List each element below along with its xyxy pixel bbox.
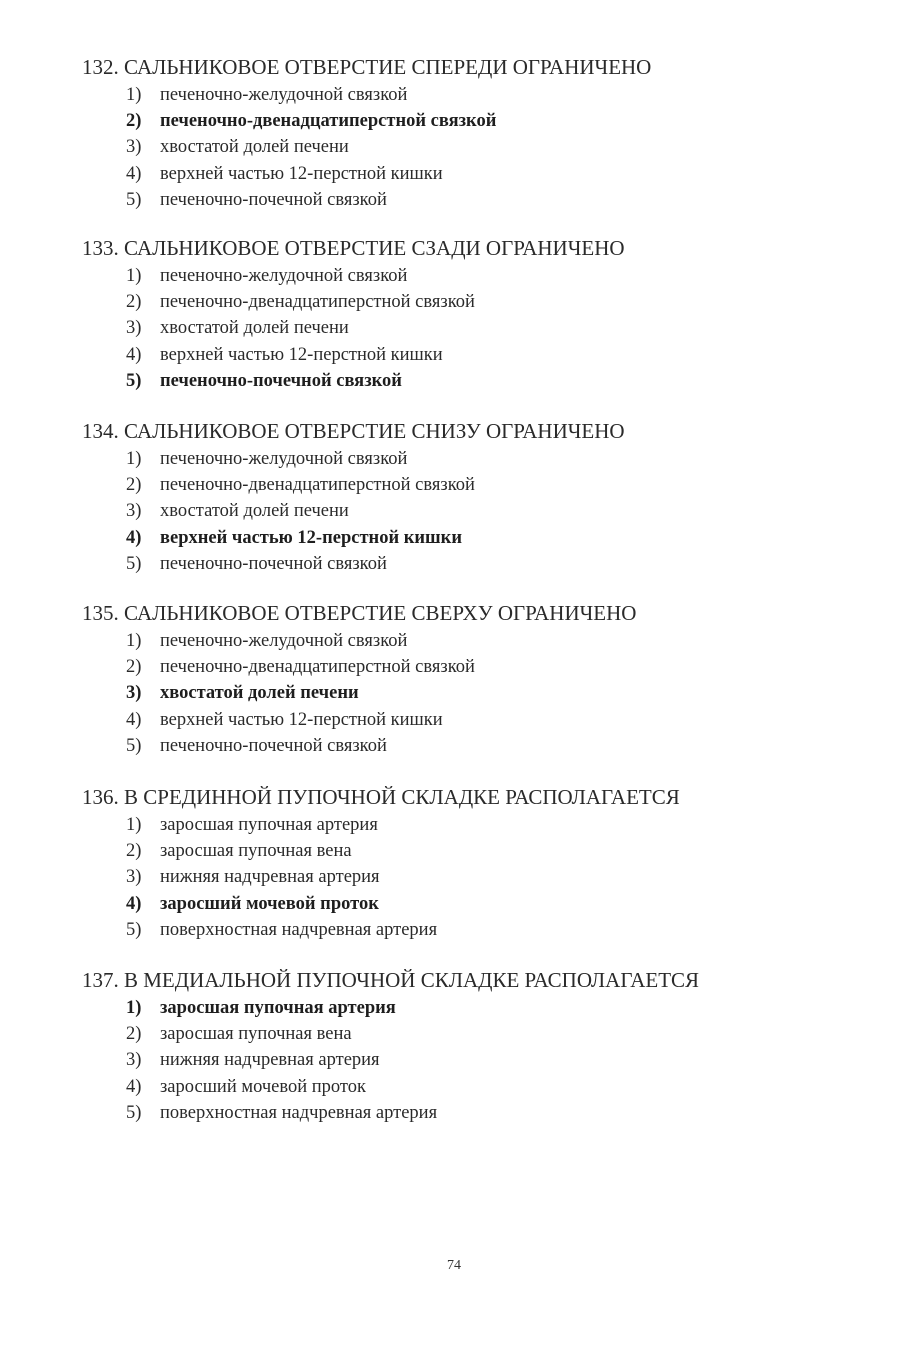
option-text: печеночно-двенадцатиперстной связкой bbox=[160, 657, 475, 678]
option-number: 2) bbox=[126, 841, 142, 862]
question-134 bbox=[82, 418, 882, 577]
answer-option-correct bbox=[82, 108, 882, 134]
answer-option-correct bbox=[82, 995, 882, 1021]
option-number: 4) bbox=[126, 709, 142, 730]
option-text: верхней частью 12-перстной кишки bbox=[160, 527, 462, 548]
option-text: печеночно-желудочной связкой bbox=[160, 85, 408, 105]
option-number: 4) bbox=[126, 344, 142, 365]
option-number: 3) bbox=[126, 137, 142, 158]
option-list bbox=[82, 263, 882, 394]
option-text: печеночно-двенадцатиперстной связкой bbox=[160, 292, 475, 313]
question-title: 134. САЛЬНИКОВОЕ ОТВЕРСТИЕ СНИЗУ ОГРАНИЧЕНО bbox=[82, 419, 625, 443]
answer-option-correct bbox=[82, 525, 882, 551]
answer-option bbox=[82, 864, 882, 890]
answer-option bbox=[82, 1047, 882, 1073]
option-text: хвостатой долей печени bbox=[160, 137, 349, 158]
option-text: печеночно-двенадцатиперстной связкой bbox=[160, 111, 497, 132]
option-number: 2) bbox=[126, 292, 142, 313]
option-text: поверхностная надчревная артерия bbox=[160, 919, 438, 940]
option-number: 4) bbox=[126, 527, 142, 548]
option-text: хвостатой долей печени bbox=[160, 683, 359, 704]
option-number: 4) bbox=[126, 163, 142, 184]
answer-option bbox=[82, 342, 882, 368]
option-number: 3) bbox=[126, 1050, 142, 1071]
option-list bbox=[82, 82, 882, 213]
option-number: 3) bbox=[126, 501, 142, 522]
answer-option bbox=[82, 134, 882, 160]
option-text: хвостатой долей печени bbox=[160, 318, 349, 339]
answer-option bbox=[82, 1021, 882, 1047]
question-title: 136. В СРЕДИННОЙ ПУПОЧНОЙ СКЛАДКЕ РАСПОЛАГАЕТСЯ bbox=[82, 785, 680, 809]
page-number: 74 bbox=[447, 1258, 461, 1273]
option-text: нижняя надчревная артерия bbox=[160, 867, 380, 888]
answer-option bbox=[82, 82, 882, 108]
question-132 bbox=[82, 54, 882, 213]
option-text: заросшая пупочная артерия bbox=[160, 815, 378, 835]
option-number: 1) bbox=[126, 266, 142, 286]
option-text: хвостатой долей печени bbox=[160, 501, 349, 522]
question-title: 137. В МЕДИАЛЬНОЙ ПУПОЧНОЙ СКЛАДКЕ РАСПОЛАГАЕТСЯ bbox=[82, 968, 700, 992]
option-text: заросшая пупочная артерия bbox=[160, 998, 396, 1018]
option-text: печеночно-почечной связкой bbox=[160, 370, 402, 391]
option-number: 3) bbox=[126, 867, 142, 888]
option-list bbox=[82, 628, 882, 759]
option-text: печеночно-почечной связкой bbox=[160, 735, 387, 756]
option-text: заросшая пупочная вена bbox=[160, 841, 352, 862]
option-list bbox=[82, 995, 882, 1126]
question-136 bbox=[82, 784, 882, 943]
option-number: 4) bbox=[126, 1076, 142, 1097]
option-text: печеночно-желудочной связкой bbox=[160, 449, 408, 469]
answer-option bbox=[82, 1100, 882, 1126]
answer-option bbox=[82, 263, 882, 289]
answer-option-correct bbox=[82, 680, 882, 706]
option-number: 2) bbox=[126, 1024, 142, 1045]
answer-option bbox=[82, 161, 882, 187]
answer-option bbox=[82, 1074, 882, 1100]
option-number: 3) bbox=[126, 318, 142, 339]
option-number: 1) bbox=[126, 631, 142, 651]
option-text: заросшая пупочная вена bbox=[160, 1024, 352, 1045]
answer-option bbox=[82, 498, 882, 524]
option-text: заросший мочевой проток bbox=[160, 893, 379, 914]
option-number: 2) bbox=[126, 475, 142, 496]
answer-option bbox=[82, 315, 882, 341]
answer-option bbox=[82, 472, 882, 498]
question-title: 135. САЛЬНИКОВОЕ ОТВЕРСТИЕ СВЕРХУ ОГРАНИЧЕНО bbox=[82, 601, 637, 625]
option-number: 5) bbox=[126, 553, 142, 574]
question-title: 133. САЛЬНИКОВОЕ ОТВЕРСТИЕ СЗАДИ ОГРАНИЧЕНО bbox=[82, 236, 625, 260]
option-number: 5) bbox=[126, 189, 142, 210]
option-number: 5) bbox=[126, 919, 142, 940]
option-text: печеночно-почечной связкой bbox=[160, 553, 387, 574]
option-text: верхней частью 12-перстной кишки bbox=[160, 163, 443, 184]
option-number: 2) bbox=[126, 111, 142, 132]
answer-option bbox=[82, 628, 882, 654]
option-list bbox=[82, 812, 882, 943]
option-list bbox=[82, 446, 882, 577]
answer-option bbox=[82, 446, 882, 472]
option-number: 4) bbox=[126, 893, 142, 914]
option-text: заросший мочевой проток bbox=[160, 1076, 366, 1097]
option-number: 1) bbox=[126, 998, 142, 1018]
option-number: 1) bbox=[126, 449, 142, 469]
answer-option bbox=[82, 707, 882, 733]
answer-option-correct bbox=[82, 891, 882, 917]
option-number: 5) bbox=[126, 1102, 142, 1123]
answer-option bbox=[82, 187, 882, 213]
question-133 bbox=[82, 235, 882, 394]
answer-option bbox=[82, 812, 882, 838]
answer-option bbox=[82, 838, 882, 864]
answer-option bbox=[82, 551, 882, 577]
option-number: 1) bbox=[126, 815, 142, 835]
answer-option bbox=[82, 289, 882, 315]
option-text: поверхностная надчревная артерия bbox=[160, 1102, 438, 1123]
option-number: 3) bbox=[126, 683, 142, 704]
question-title: 132. САЛЬНИКОВОЕ ОТВЕРСТИЕ СПЕРЕДИ ОГРАНИЧЕНО bbox=[82, 55, 652, 79]
option-number: 1) bbox=[126, 85, 142, 105]
option-number: 5) bbox=[126, 735, 142, 756]
option-number: 5) bbox=[126, 370, 142, 391]
option-text: печеночно-двенадцатиперстной связкой bbox=[160, 475, 475, 496]
question-135 bbox=[82, 600, 882, 759]
option-text: верхней частью 12-перстной кишки bbox=[160, 709, 443, 730]
option-text: верхней частью 12-перстной кишки bbox=[160, 344, 443, 365]
answer-option bbox=[82, 654, 882, 680]
option-text: печеночно-желудочной связкой bbox=[160, 266, 408, 286]
answer-option-correct bbox=[82, 368, 882, 394]
option-number: 2) bbox=[126, 657, 142, 678]
option-text: печеночно-желудочной связкой bbox=[160, 631, 408, 651]
question-137 bbox=[82, 967, 882, 1126]
answer-option bbox=[82, 733, 882, 759]
option-text: нижняя надчревная артерия bbox=[160, 1050, 380, 1071]
option-text: печеночно-почечной связкой bbox=[160, 189, 387, 210]
answer-option bbox=[82, 917, 882, 943]
